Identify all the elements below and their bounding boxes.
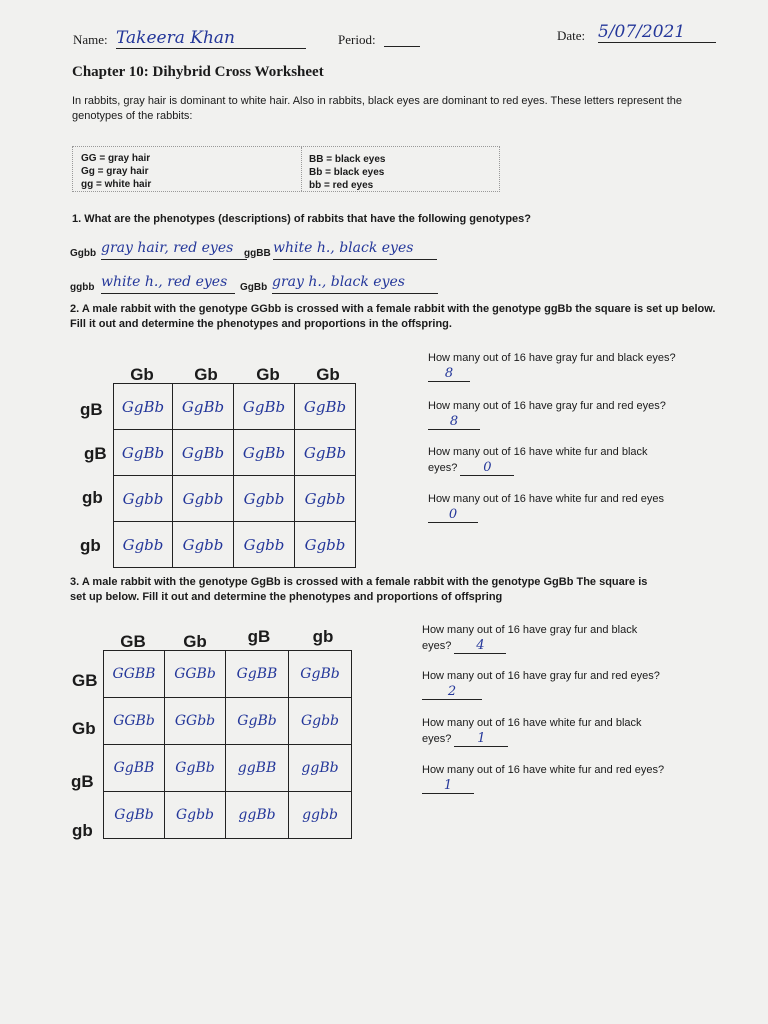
legend-item: gg = white hair — [81, 179, 152, 190]
punnett-cell[interactable]: GgBb — [226, 698, 289, 745]
punnett-cell[interactable]: GGBb — [165, 651, 226, 698]
q3-col-header: Gb — [183, 632, 207, 651]
punnett-cell[interactable]: GgBb — [289, 651, 352, 698]
punnett-cell[interactable]: GgBb — [104, 792, 165, 839]
q2-text: 2. A male rabbit with the genotype GGbb is crossed with a female rabbit with the genotype ggBb the square is set up below. Fill it out and determine the phenotypes and proportions in the offspring. — [70, 303, 716, 330]
punnett-cell[interactable]: GgBb — [173, 384, 234, 430]
punnett-cell[interactable]: GgBb — [295, 430, 356, 476]
date-field[interactable]: 5/07/2021 — [598, 22, 716, 43]
q2-row-header: gb — [82, 488, 103, 507]
q3-col-header: GB — [120, 632, 146, 651]
question-text: How many out of 16 have gray fur and black eyes? — [422, 624, 638, 652]
q3-row-header: GB — [72, 671, 98, 690]
punnett-cell[interactable]: GGBb — [104, 698, 165, 745]
question-text: How many out of 16 have white fur and red eyes? — [422, 764, 665, 776]
table-row — [114, 430, 356, 476]
punnett-cell[interactable]: Ggbb — [173, 522, 234, 568]
q2-question — [428, 444, 668, 476]
answer-field[interactable]: 4 — [454, 639, 506, 654]
table-row — [104, 698, 352, 745]
q3-question — [422, 715, 672, 747]
punnett-cell[interactable]: GgBb — [114, 430, 173, 476]
answer-field[interactable]: 1 — [454, 732, 508, 747]
punnett-cell[interactable]: GgBb — [114, 384, 173, 430]
genotype-legend — [72, 146, 500, 192]
legend-item: Bb = black eyes — [309, 167, 385, 178]
table-row — [114, 522, 356, 568]
name-field[interactable]: Takeera Khan — [116, 28, 306, 49]
legend-item: Gg = gray hair — [81, 166, 149, 177]
punnett-cell[interactable]: GgBb — [295, 384, 356, 430]
q2-col-header: Gb — [194, 365, 218, 384]
q3-text: 3. A male rabbit with the genotype GgBb is crossed with a female rabbit with the genotype GgBb The square is set up below. Fill it out and determine the phenotypes and proportions of offspring — [70, 576, 648, 603]
q2-question — [428, 398, 678, 430]
q2-row-header: gb — [80, 536, 101, 555]
punnett-cell[interactable]: GgBb — [173, 430, 234, 476]
punnett-cell[interactable]: GGbb — [165, 698, 226, 745]
answer-field[interactable]: 8 — [428, 367, 470, 382]
q3-col-header: gB — [247, 627, 271, 646]
punnett-cell[interactable]: ggBb — [289, 745, 352, 792]
q2-row-header: gB — [84, 444, 107, 463]
legend-eyes — [309, 153, 489, 192]
table-row — [104, 792, 352, 839]
punnett-cell[interactable]: Ggbb — [234, 476, 295, 522]
answer-field[interactable]: 1 — [422, 779, 474, 794]
q1-genotype: Ggbb — [70, 248, 97, 259]
q1-genotype: ggBB — [244, 248, 271, 259]
punnett-cell[interactable]: Ggbb — [295, 476, 356, 522]
punnett-cell[interactable]: GgBB — [226, 651, 289, 698]
answer-field[interactable]: 0 — [428, 508, 478, 523]
q3-punnett-square — [103, 650, 352, 839]
answer-field[interactable]: 8 — [428, 415, 480, 430]
punnett-cell[interactable]: ggBb — [226, 792, 289, 839]
question-text: How many out of 16 have gray fur and red eyes? — [428, 400, 666, 412]
punnett-cell[interactable]: Ggbb — [114, 476, 173, 522]
punnett-cell[interactable]: Ggbb — [295, 522, 356, 568]
name-label: Name: — [73, 32, 108, 47]
punnett-cell[interactable]: GGBB — [104, 651, 165, 698]
punnett-cell[interactable]: Ggbb — [289, 698, 352, 745]
legend-item: bb = red eyes — [309, 180, 374, 191]
q3-row-header: gB — [71, 772, 94, 791]
question-text: How many out of 16 have white fur and black eyes? — [422, 717, 642, 745]
q2-col-header: Gb — [130, 365, 154, 384]
q3-question — [422, 668, 672, 700]
table-row — [114, 476, 356, 522]
q3-row-header: gb — [72, 821, 93, 840]
table-row — [104, 745, 352, 792]
q2-row-header: gB — [80, 400, 103, 419]
q2-col-header: Gb — [256, 365, 280, 384]
q2-punnett-square — [113, 383, 356, 568]
q1-genotype: ggbb — [70, 282, 95, 293]
date-label: Date: — [557, 28, 586, 43]
punnett-cell[interactable]: ggbb — [289, 792, 352, 839]
legend-item: BB = black eyes — [309, 154, 386, 165]
q3-col-header: gb — [312, 627, 334, 646]
punnett-cell[interactable]: GgBb — [165, 745, 226, 792]
question-text: How many out of 16 have gray fur and red eyes? — [422, 670, 660, 682]
punnett-cell[interactable]: ggBB — [226, 745, 289, 792]
question-text: How many out of 16 have gray fur and black eyes? — [428, 352, 676, 364]
punnett-cell[interactable]: GgBb — [234, 430, 295, 476]
punnett-cell[interactable]: GgBB — [104, 745, 165, 792]
period-field[interactable] — [384, 30, 420, 47]
punnett-cell[interactable]: GgBb — [234, 384, 295, 430]
intro-text: In rabbits, gray hair is dominant to white hair. Also in rabbits, black eyes are dominant to red eyes. These letters represent the genotypes of the rabbits: — [72, 95, 683, 122]
q3-question — [422, 622, 666, 654]
q2-col-header: Gb — [316, 365, 340, 384]
punnett-cell[interactable]: Ggbb — [234, 522, 295, 568]
punnett-cell[interactable]: Ggbb — [114, 522, 173, 568]
legend-item: GG = gray hair — [81, 153, 151, 164]
question-text: How many out of 16 have white fur and red eyes — [428, 493, 665, 505]
q1-answer-field[interactable]: white h., red eyes — [101, 274, 235, 294]
q3-question — [422, 762, 672, 794]
q3-row-header: Gb — [72, 719, 96, 738]
q1-answer-field[interactable]: gray hair, red eyes — [101, 240, 247, 260]
q2-question — [428, 491, 668, 523]
legend-divider — [301, 147, 303, 191]
period-label: Period: — [338, 32, 376, 47]
legend-hair — [81, 152, 291, 191]
q2-question — [428, 350, 678, 382]
page-title: Chapter 10: Dihybrid Cross Worksheet — [72, 64, 324, 80]
question-text: How many out of 16 have white fur and black eyes? — [428, 446, 648, 474]
answer-field[interactable]: 2 — [422, 685, 482, 700]
table-row — [114, 384, 356, 430]
q1-answer-field[interactable]: gray h., black eyes — [272, 274, 438, 294]
table-row — [104, 651, 352, 698]
punnett-cell[interactable]: Ggbb — [173, 476, 234, 522]
q1-genotype: GgBb — [240, 282, 268, 293]
q1-answer-field[interactable]: white h., black eyes — [273, 240, 437, 260]
punnett-cell[interactable]: Ggbb — [165, 792, 226, 839]
q1-text: 1. What are the phenotypes (descriptions) of rabbits that have the following genotypes? — [72, 213, 531, 225]
answer-field[interactable]: 0 — [460, 461, 514, 476]
